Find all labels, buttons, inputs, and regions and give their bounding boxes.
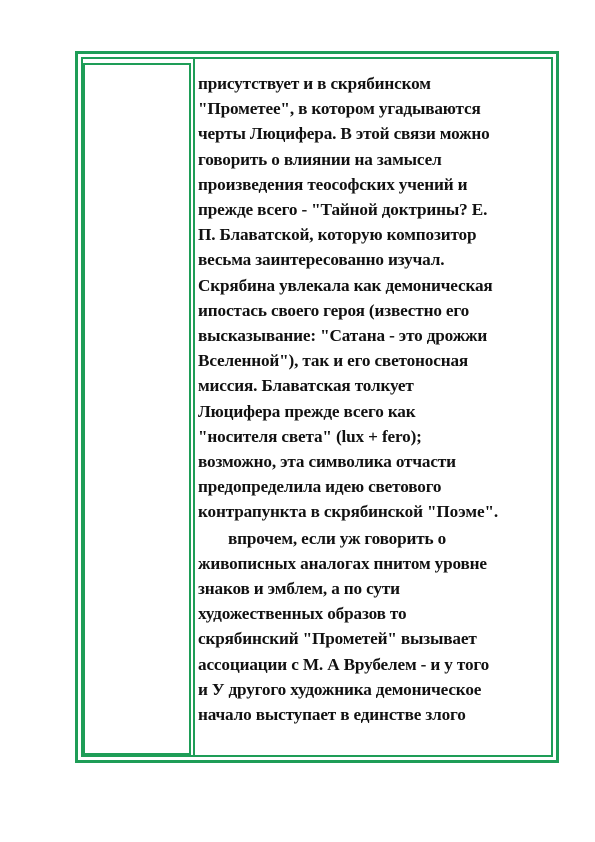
text-line: скрябинский "Прометей" вызывает [198,629,477,649]
text-line: Вселенной"), так и его светоносная [198,351,469,371]
text-line: произведения теософских учений и [198,174,468,194]
text-line: художественных образов то [198,604,407,624]
text-line: весьма заинтересованно изучал. [198,250,445,270]
text-line: говорить о влиянии на замысел [198,149,442,169]
text-line: контрапункта в скрябинской "Поэме". [198,502,498,522]
text-line: П. Блаватской, которую композитор [198,225,477,245]
text-line: ипостась своего героя (известно его [198,300,470,320]
text-line: впрочем, если уж говорить о [228,528,447,548]
text-line: миссия. Блаватская толкует [198,376,414,396]
paragraph-1 [198,71,548,525]
text-line: высказывание: "Сатана - это дрожжи [198,326,488,346]
text-line: знаков и эмблем, а по сути [198,579,400,599]
text-line: начало выступает в единстве злого [198,705,466,725]
text-line: Люцифера прежде всего как [198,401,416,421]
column-divider [193,59,195,755]
paragraph-2 [198,526,548,728]
text-column [198,71,548,727]
text-line: и У другого художника демоническое [198,679,482,699]
text-line: присутствует и в скрябинском [198,74,431,93]
text-line: черты Люцифера. В этой связи можно [198,124,490,144]
text-line: предопределила идею светового [198,477,442,497]
text-line: возможно, эта символика отчасти [198,452,456,472]
left-column-box [83,63,191,755]
text-line: ассоциации с М. А Врубелем - и у того [198,654,490,674]
text-line: живописных аналогах пнитом уровне [198,553,487,573]
text-line: "Прометее", в котором угадываются [198,99,481,119]
text-line: прежде всего - "Тайной доктрины? Е. [198,200,488,220]
text-line: Скрябина увлекала как демоническая [198,275,493,295]
text-line: "носителя света" (lux + fero); [198,426,422,446]
